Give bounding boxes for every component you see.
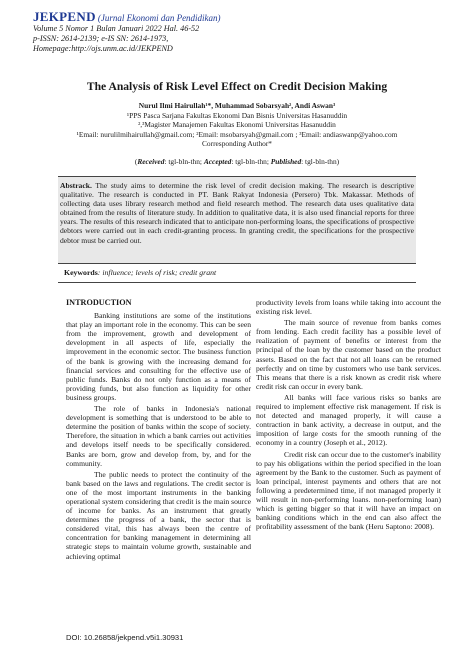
publication-dates: (Received: tgl-bln-thn; Accepted: tgl-bln-thn; Published: tgl-bln-thn)	[134, 157, 340, 166]
abstract-body: The study aims to determine the risk level of credit decision making. The research is descriptive qualitative. The research is conducted in PT. Bank Rakyat Indonesia (Persero) Tbk. Makassar. Methods of collecting data uses library research method and field research method. The research data uses qualitative data obtained from the results of literature study. In addition to qualitative data, it is also used financial reports for three years. The results of this research indicated that to anticipate non-performing loans, the specifications of prospective debtors were carried out in each credit-granting process. In granting credit, the specifications for the prospective debtor must be carried out.	[60, 181, 414, 245]
author-emails: ¹Email: nurulilmihairullah@gmail.com; ²Email: msobarsyah@gmail.com ; ³Email: andiaswanp@yahoo.com	[76, 129, 398, 139]
left-column	[66, 298, 251, 563]
keywords-label: Keywords	[64, 268, 98, 277]
keywords-value: : influence; levels of risk; credit grant	[97, 268, 217, 277]
paper-title: The Analysis of Risk Level Effect on Credit Decision Making	[86, 80, 388, 93]
authors-block	[20, 101, 454, 149]
paragraph: The main source of revenue from banks comes from lending. Each credit facility has a possible level of realization of payment of benefits or interest from the principal of the loan by the customer based on the product assets. Based on the fact that not all loans can be returned perfectly and on time by customers who use bank services. This means that there is a risk known as credit risk where credit risk can occur in every bank.	[256, 318, 441, 391]
paragraph: All banks will face various risks so banks are required to implement effective risk management. If risk is not detected and managed properly, it will cause a contraction in bank activity, a decrease in output, and the imposition of large costs for the smooth running of the economy in a country (Joseph et al., 2012).	[256, 392, 441, 448]
abstract-text	[60, 181, 414, 245]
paragraph: Credit risk can occur due to the customer's inability to pay his obligations within the period specified in the loan agreement by the Bank to the customer. Such as payment of loan principal, interest payments and others that are not following a predetermined time, if not managed properly it will result in non-performing loans. non-performing loan) which is getting bigger so that it will have an impact on banking conditions which in the end can also affect the profitability assessment of the bank (Heru Saptono: 2008).	[256, 449, 441, 532]
divider	[58, 282, 416, 283]
paragraph: Banking institutions are some of the institutions that play an important role in the economy. This can be seen from the improvement, growth and development of development in all aspects of life, especially the improvement in the economic sector. The business function of the bank is growing with the increasing demand for financial services and consulting for the effective use of public funds. Banks do not only function as a means of providing funds, but also function as liquidity for other business groups.	[66, 311, 251, 402]
journal-volume: Volume 5 Nomor 1 Bulan Januari 2022 Hal. 46-52	[33, 24, 200, 33]
affiliation-2: ²,³Magister Manajemen Fakultas Ekonomi Universitas Hasanuddin	[138, 120, 336, 130]
journal-homepage: Homepage:http://ojs.unm.ac.id/JEKPEND	[33, 44, 173, 53]
accepted-date: : tgl-bln-thn;	[231, 157, 271, 166]
journal-name: JEKPEND	[33, 9, 96, 24]
published-label: Published	[270, 157, 302, 166]
right-column	[256, 298, 441, 533]
paragraph: The role of banks in Indonesia's national development is something that is understood to be able to determine the position of banks within the scope of society. Therefore, the situation in which a bank carries out activities and develops itself needs to be specifically considered. Banks are born, grow and develop from, by, and for the community.	[66, 404, 251, 468]
received-date: : tgl-bln-thn;	[164, 157, 204, 166]
affiliation-1: ¹PPS Pasca Sarjana Fakultas Ekonomi Dan Bisnis Universitas Hasanuddin	[126, 110, 348, 120]
section-heading: INTRODUCTION	[66, 298, 132, 307]
abstract-label: Abstrack.	[60, 181, 92, 190]
keywords	[64, 268, 424, 277]
journal-issn: p-ISSN: 2614-2139; e-IS SN: 2614-1973,	[33, 34, 169, 43]
paragraph: productivity levels from loans while taking into account the existing risk level.	[256, 298, 441, 317]
journal-header	[33, 9, 453, 54]
paragraph: The public needs to protect the continuity of the bank based on the laws and regulations. The credit sector is one of the most important instruments in the banking operational system considering that credit is the main source of income for banks. As an instrument that greatly determines the progress of a bank, the sector that is considered vital, this has always been the centre of concentration for banking management in determining all strategic steps to maintain volume growth, sustainable and achieving optimal	[66, 469, 251, 561]
journal-subtitle: (Jurnal Ekonomi dan Pendidikan)	[97, 13, 221, 23]
received-label: Received	[137, 157, 165, 166]
corresponding-author: Corresponding Author*	[201, 139, 272, 149]
published-date: : tgl-bln-thn	[301, 157, 337, 166]
abstract-box	[58, 176, 416, 264]
author-names: Nurul Ilmi Hairullah¹*, Muhammad Sobarsyah², Andi Aswan³	[138, 101, 336, 110]
doi[interactable]: DOI: 10.26858/jekpend.v5i1.30931	[66, 633, 184, 642]
accepted-label: Accepted	[203, 157, 232, 166]
